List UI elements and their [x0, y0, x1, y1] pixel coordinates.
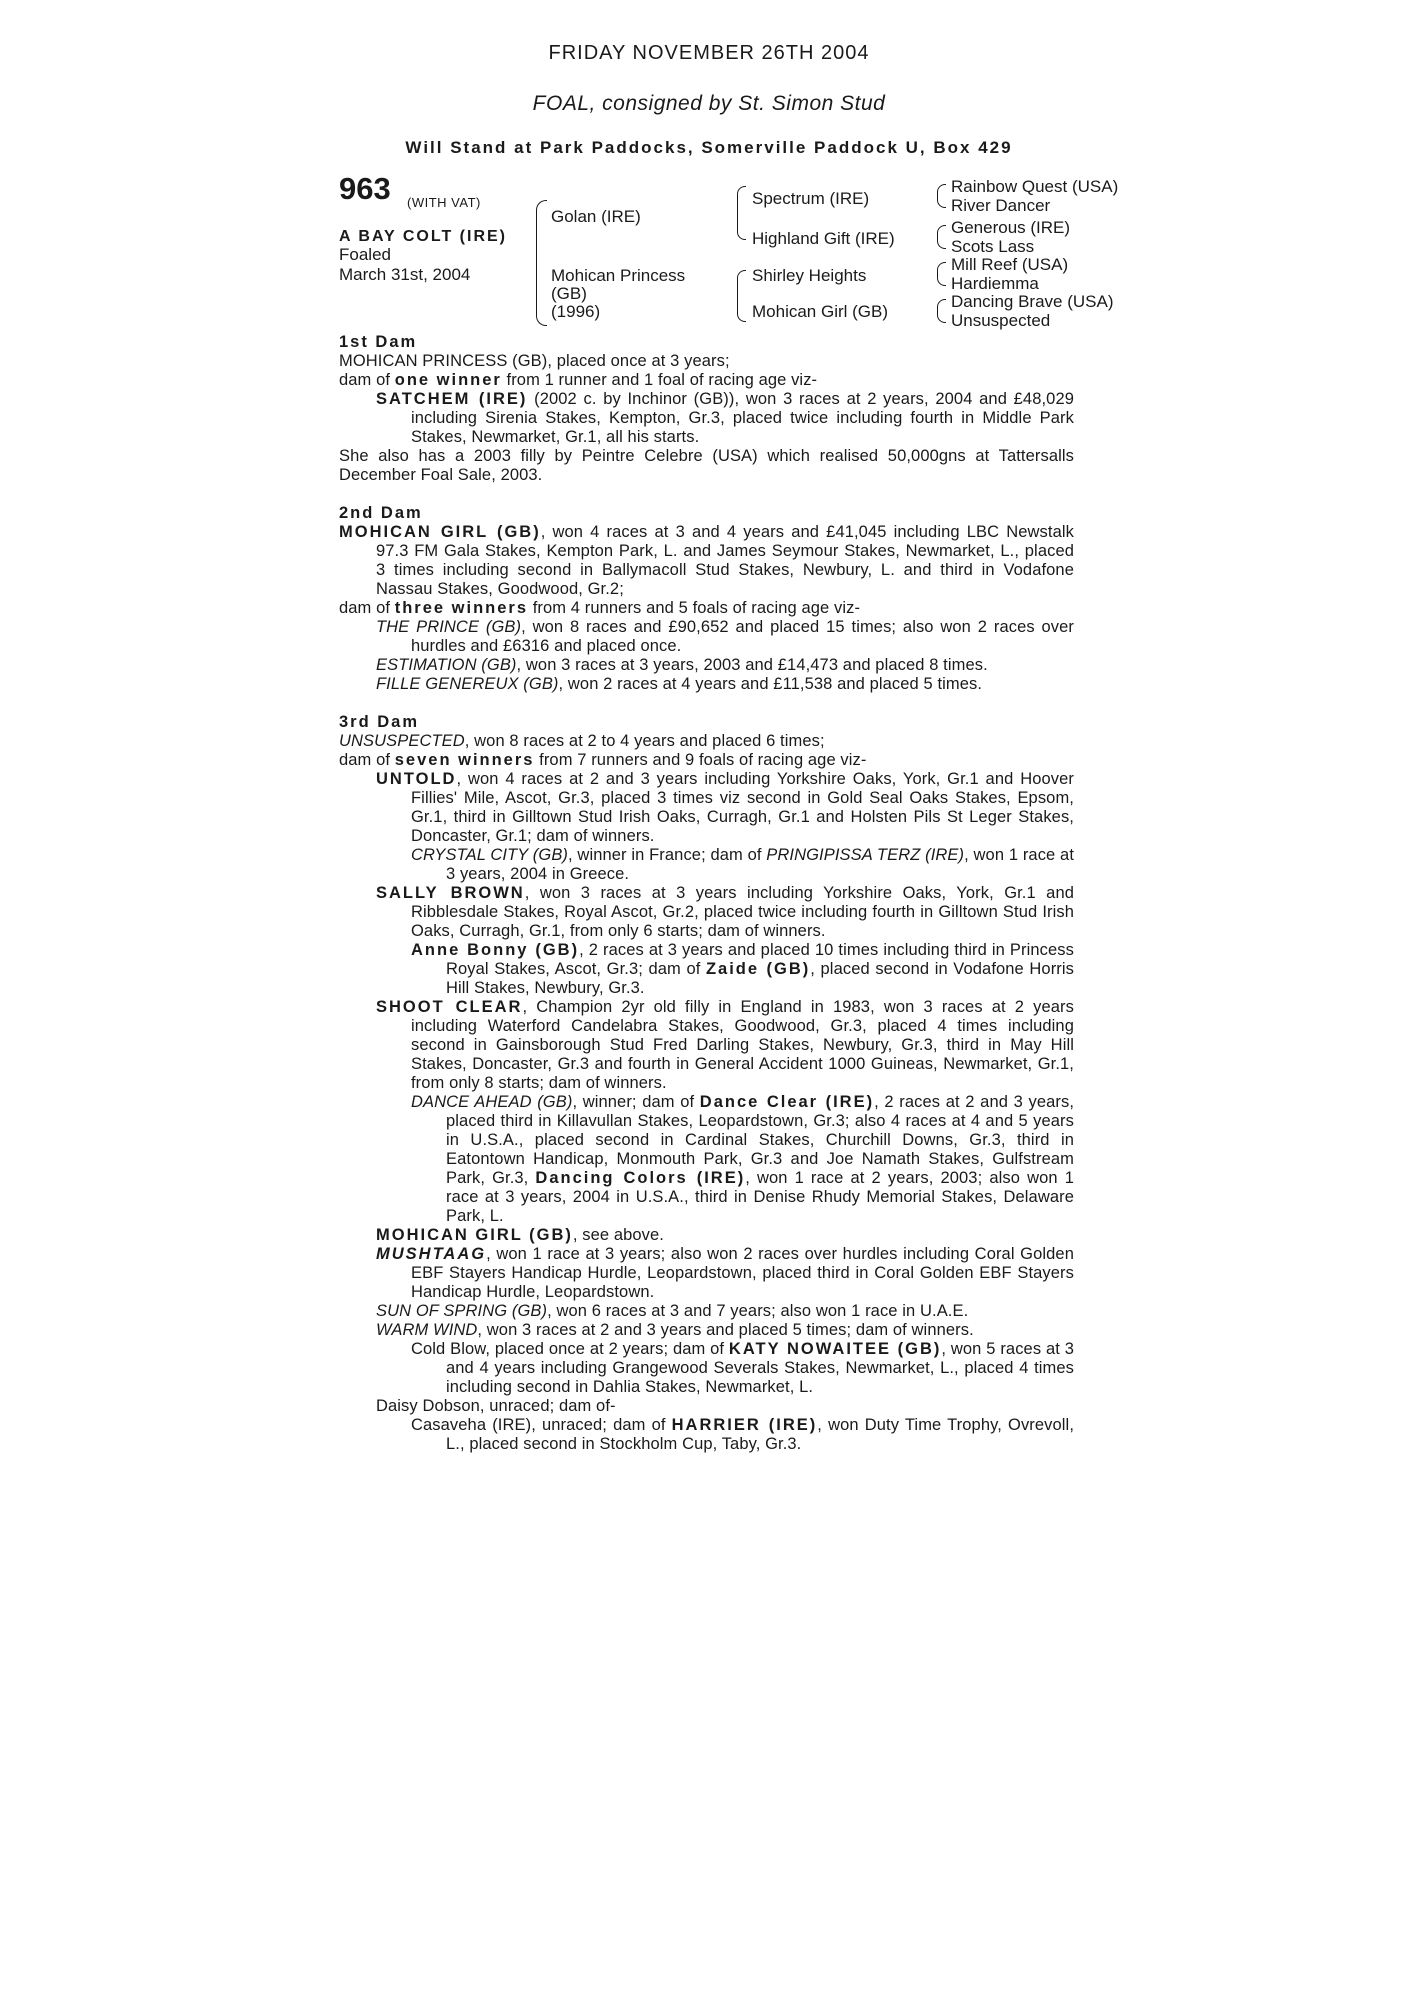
pedigree-gen3-8: Unsuspected — [951, 311, 1051, 330]
produce-entry: MUSHTAAG, won 1 race at 3 years; also won 2 races over hurdles including Coral Golden EBF Stayers Handicap Hurdle, Leopardstown, placed third in Coral Golden EBF Stayers Handicap Hurdle, Leopardstown. — [376, 1245, 1074, 1301]
first-dam-line: MOHICAN PRINCESS (GB), placed once at 3 years; — [339, 352, 730, 370]
pedigree-gen3-4: Scots Lass — [951, 237, 1035, 256]
pedigree-block — [339, 171, 1139, 338]
pedigree-sire: Golan (IRE) — [551, 207, 641, 226]
foaled-date: March 31st, 2004 — [339, 265, 471, 284]
produce-entry: SHOOT CLEAR, Champion 2yr old filly in England in 1983, won 3 races at 2 years including Waterford Candelabra Stakes, Goodwood, Gr.3, placed 4 times including second in Gainsborough Stud Fred Darling Stakes, Newbury, Gr.3, third in May Hill Stakes, Doncaster, Gr.3 and fourth in General Accident 1000 Guineas, Newmarket, Gr.1, from only 8 starts; dam of winners. — [376, 998, 1074, 1092]
produce-entry: SUN OF SPRING (GB), won 6 races at 3 and 7 years; also won 1 race in U.A.E. — [376, 1302, 969, 1320]
foaled-label: Foaled — [339, 245, 391, 264]
third-dam-line: UNSUSPECTED, won 8 races at 2 to 4 years and placed 6 times; — [339, 732, 825, 750]
second-dam-line: MOHICAN GIRL (GB), won 4 races at 3 and 4 years and £41,045 including LBC Newstalk 97.3 FM Gala Stakes, Kempton Park, L. and James Seymour Stakes, Newmarket, L., placed 3 times including second in Ballymacoll Stud Stakes, Newbury, L. and third in Vodafone Nassau Stakes, Goodwood, Gr.2; — [339, 523, 1074, 598]
pedigree-gen3-2: River Dancer — [951, 196, 1051, 215]
pedigree-dam-dam: Mohican Girl (GB) — [752, 302, 889, 321]
produce-entry: UNTOLD, won 4 races at 2 and 3 years including Yorkshire Oaks, York, Gr.1 and Hoover Fillies' Mile, Ascot, Gr.3, placed 3 times viz second in Gold Seal Oaks Stakes, Epsom, Gr.1, third in Gilltown Stud Irish Oaks, Curragh, Gr.1 and Holsten Pils St Leger Stakes, Doncaster, Gr.1; dam of winners. — [376, 770, 1074, 845]
first-dam-also: She also has a 2003 filly by Peintre Celebre (USA) which realised 50,000gns at Tattersalls December Foal Sale, 2003. — [339, 447, 1074, 484]
produce-entry: CRYSTAL CITY (GB), winner in France; dam of PRINGIPISSA TERZ (IRE), won 1 race at 3 years, 2004 in Greece. — [411, 846, 1075, 883]
pedigree-gen3-6: Hardiemma — [951, 274, 1039, 293]
produce-entry: Anne Bonny (GB), 2 races at 3 years and placed 10 times including third in Princess Royal Stakes, Ascot, Gr.3; dam of Zaide (GB), placed second in Vodafone Horris Hill Stakes, Newbury, Gr.3. — [411, 941, 1074, 997]
pedigree-dam-year: (1996) — [551, 302, 601, 321]
pedigree-dam: Mohican Princess — [551, 266, 686, 285]
produce-entry: SATCHEM (IRE) (2002 c. by Inchinor (GB)), won 3 races at 2 years, 2004 and £48,029 including Sirenia Stakes, Kempton, Gr.3, placed twice including fourth in Middle Park Stakes, Newmarket, Gr.1, all his starts. — [376, 390, 1074, 446]
consignor-line: FOAL, consigned by St. Simon Stud — [532, 92, 886, 115]
second-dam-produce: dam of three winners from 4 runners and 5 foals of racing age viz- — [339, 599, 861, 617]
lot-number: 963 — [339, 171, 391, 206]
pedigree-brace — [937, 225, 946, 249]
second-dam-heading: 2nd Dam — [339, 504, 423, 522]
produce-entry: MOHICAN GIRL (GB), see above. — [376, 1226, 664, 1244]
first-dam-produce: dam of one winner from 1 runner and 1 foal of racing age viz- — [339, 371, 818, 389]
pedigree-dam-sire: Shirley Heights — [752, 266, 867, 285]
dam-details — [339, 333, 1074, 1454]
pedigree-sire-dam: Highland Gift (IRE) — [752, 229, 895, 248]
produce-entry: WARM WIND, won 3 races at 2 and 3 years and placed 5 times; dam of winners. — [376, 1321, 974, 1339]
produce-entry: DANCE AHEAD (GB), winner; dam of Dance Clear (IRE), 2 races at 2 and 3 years, placed third in Killavullan Stakes, Leopardstown, Gr.3; also 4 races at 4 and 5 years in U.S.A., placed second in Cardinal Stakes, Churchill Downs, Gr.3, third in Eatontown Handicap, Monmouth Park, Gr.3 and Joe Namath Stakes, Gulfstream Park, Gr.3, Dancing Colors (IRE), won 1 race at 2 years, 2003; also won 1 race at 3 years, 2004 in U.S.A., third in Denise Rhudy Memorial Stakes, Delaware Park, L. — [411, 1093, 1075, 1225]
stand-location: Will Stand at Park Paddocks, Somerville Paddock U, Box 429 — [405, 138, 1013, 157]
pedigree-brace — [937, 299, 946, 323]
sale-date: FRIDAY NOVEMBER 26TH 2004 — [548, 42, 870, 64]
lot-description: A BAY COLT (IRE) — [339, 228, 508, 245]
pedigree-brace — [536, 200, 547, 326]
pedigree-brace — [937, 262, 946, 286]
pedigree-brace — [737, 186, 746, 240]
produce-entry: FILLE GENEREUX (GB), won 2 races at 4 years and £11,538 and placed 5 times. — [376, 675, 983, 693]
pedigree-dam-country: (GB) — [551, 284, 587, 303]
vat-note: (WITH VAT) — [407, 195, 481, 210]
pedigree-gen3-3: Generous (IRE) — [951, 218, 1071, 237]
produce-entry: Daisy Dobson, unraced; dam of- — [376, 1397, 616, 1415]
produce-entry: Cold Blow, placed once at 2 years; dam of KATY NOWAITEE (GB), won 5 races at 3 and 4 years including Grangewood Severals Stakes, Newmarket, L., placed 4 times including second in Dahlia Stakes, Newmarket, L. — [411, 1340, 1074, 1396]
produce-entry: SALLY BROWN, won 3 races at 3 years including Yorkshire Oaks, York, Gr.1 and Ribblesdale Stakes, Royal Ascot, Gr.2, placed twice including fourth in Gilltown Stud Irish Oaks, Curragh, Gr.1, from only 6 starts; dam of winners. — [376, 884, 1074, 940]
third-dam-produce: dam of seven winners from 7 runners and 9 foals of racing age viz- — [339, 751, 867, 769]
pedigree-gen3-5: Mill Reef (USA) — [951, 255, 1069, 274]
pedigree-gen3-1: Rainbow Quest (USA) — [951, 177, 1119, 196]
pedigree-brace — [937, 184, 946, 208]
pedigree-brace — [737, 270, 746, 322]
pedigree-sire-sire: Spectrum (IRE) — [752, 189, 870, 208]
produce-entry: Casaveha (IRE), unraced; dam of HARRIER (IRE), won Duty Time Trophy, Ovrevoll, L., placed second in Stockholm Cup, Taby, Gr.3. — [411, 1416, 1075, 1453]
first-dam-heading: 1st Dam — [339, 333, 418, 351]
pedigree-gen3-7: Dancing Brave (USA) — [951, 292, 1114, 311]
third-dam-heading: 3rd Dam — [339, 713, 420, 731]
produce-entry: THE PRINCE (GB), won 8 races and £90,652 and placed 15 times; also won 2 races over hurdles and £6316 and placed once. — [376, 618, 1075, 655]
produce-entry: ESTIMATION (GB), won 3 races at 3 years, 2003 and £14,473 and placed 8 times. — [376, 656, 988, 674]
